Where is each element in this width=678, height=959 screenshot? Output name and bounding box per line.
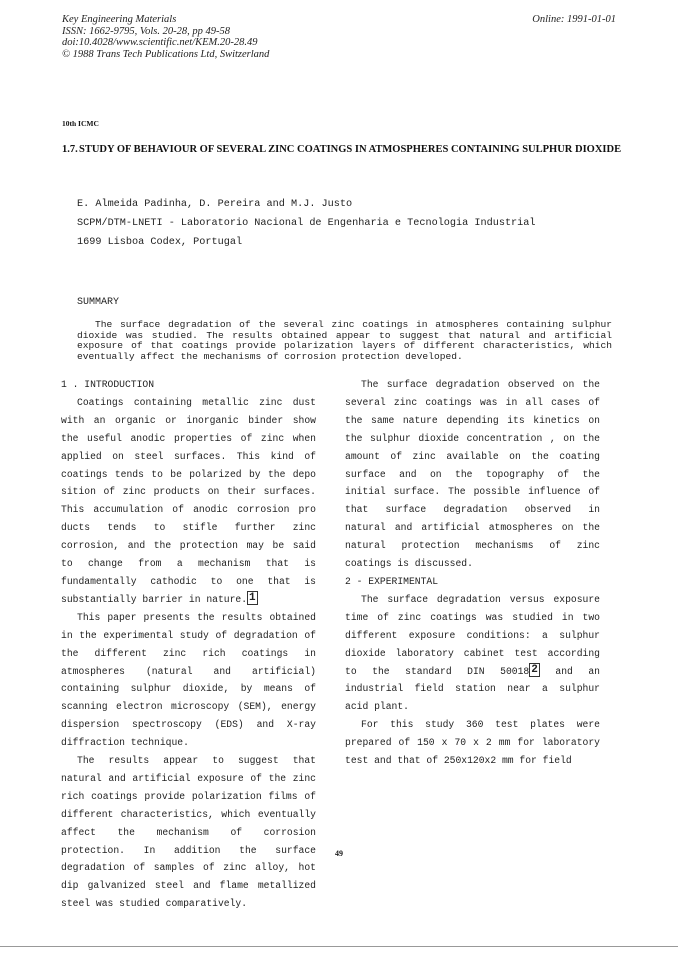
left-column: [61, 376, 316, 913]
online-date: Online: 1991-01-01: [532, 14, 616, 25]
journal-header: [62, 14, 269, 60]
experimental-heading: 2 - EXPERIMENTAL: [345, 575, 439, 587]
page-number: 49: [335, 849, 343, 858]
experimental-paragraph-2: For this study 360 test plates were prepared of 150 x 70 x 2 mm for laboratory test and that of 250x120x2 mm for field: [345, 719, 600, 767]
section-number: 1.7.: [62, 144, 78, 155]
intro-p1-text: Coatings containing metallic zinc dust with an organic or inorganic binder show the useful anodic properties of zinc when applied on steel surfaces. This kind of coatings tends to be polarized by the depo sition of zinc products on their surfaces. This accumulation of anodic corrosion pro ducts tends to stifle further zinc corrosion, and the protection may be said to change from a mechanism that is fundamentally cathodic to one that is substantially barrier in nature.: [61, 396, 316, 605]
intro-paragraph-4: The surface degradation observed on the several zinc coatings was in all cases of the same nature depending its kinetics on the sulphur dioxide concentration , on the amount of zinc available on the coating surface and on the topography of the initial surface. The possible influence of that surface degradation observed in natural and artificial atmospheres on the natural protection mechanisms of zinc coatings is discussed.: [345, 379, 600, 570]
exp-p1b-text: and an industrial field station near a sulphur acid plant.: [345, 665, 600, 713]
intro-heading: 1 . INTRODUCTION: [61, 379, 155, 390]
experimental-paragraph-1: [345, 591, 600, 716]
reference-1[interactable]: 1: [249, 591, 256, 604]
journal-doi[interactable]: doi:10.4028/www.scientific.net/KEM.20-28.49: [62, 37, 258, 48]
intro-paragraph-1: [61, 394, 316, 609]
paper-title: [62, 144, 622, 156]
journal-copyright: © 1988 Trans Tech Publications Ltd, Switzerland: [62, 48, 270, 60]
intro-paragraph-3: The results appear to suggest that natural and artificial exposure of the zinc rich coatings provide polarization films of different characteristics, which eventually affect the mechanism of corrosion protection. In addition the surface degradation of samples of zinc alloy, hot dip galvanized steel and flame metallized steel was studied comparatively.: [61, 755, 316, 910]
title-text: STUDY OF BEHAVIOUR OF SEVERAL ZINC COATINGS IN ATMOSPHERES CONTAINING SULPHUR DIOXIDE: [79, 144, 622, 155]
bottom-rule: [0, 946, 678, 947]
journal-name: Key Engineering Materials: [62, 14, 177, 25]
author-names: E. Almeida Padinha, D. Pereira and M.J. Justo: [77, 199, 353, 210]
summary-text: The surface degradation of the several zinc coatings in atmospheres containing sulphur dioxide was studied. The results obtained appear to suggest that natural and artificial exposure of that coatings provide polarization layers of different characteristics, which eventually affect the mechanisms of corrosion protection developed.: [77, 319, 612, 363]
author-block: [77, 195, 536, 252]
reference-2[interactable]: 2: [531, 663, 538, 676]
journal-issn: ISSN: 1662-9795, Vols. 20-28, pp 49-58: [62, 25, 230, 37]
summary-heading: SUMMARY: [77, 297, 120, 308]
author-affiliation: SCPM/DTM-LNETI - Laboratorio Nacional de Engenharia e Tecnologia Industrial: [77, 218, 536, 229]
exp-p1a-text: The surface degradation versus exposure time of zinc coatings was studied in two different exposure conditions: a sulphur dioxide laboratory cabinet test according to the standard DIN 50018: [345, 593, 600, 677]
right-column: [345, 376, 600, 770]
author-address: 1699 Lisboa Codex, Portugal: [77, 237, 243, 248]
intro-paragraph-2: This paper presents the results obtained in the experimental study of degradation of the different zinc rich coatings in atmospheres (natural and artificial) containing sulphur dioxide, by means of scanning electron microscopy (SEM), energy dispersion spectroscopy (EDS) and X-ray diffraction technique.: [61, 611, 316, 749]
conference-tag: 10th ICMC: [62, 119, 99, 128]
